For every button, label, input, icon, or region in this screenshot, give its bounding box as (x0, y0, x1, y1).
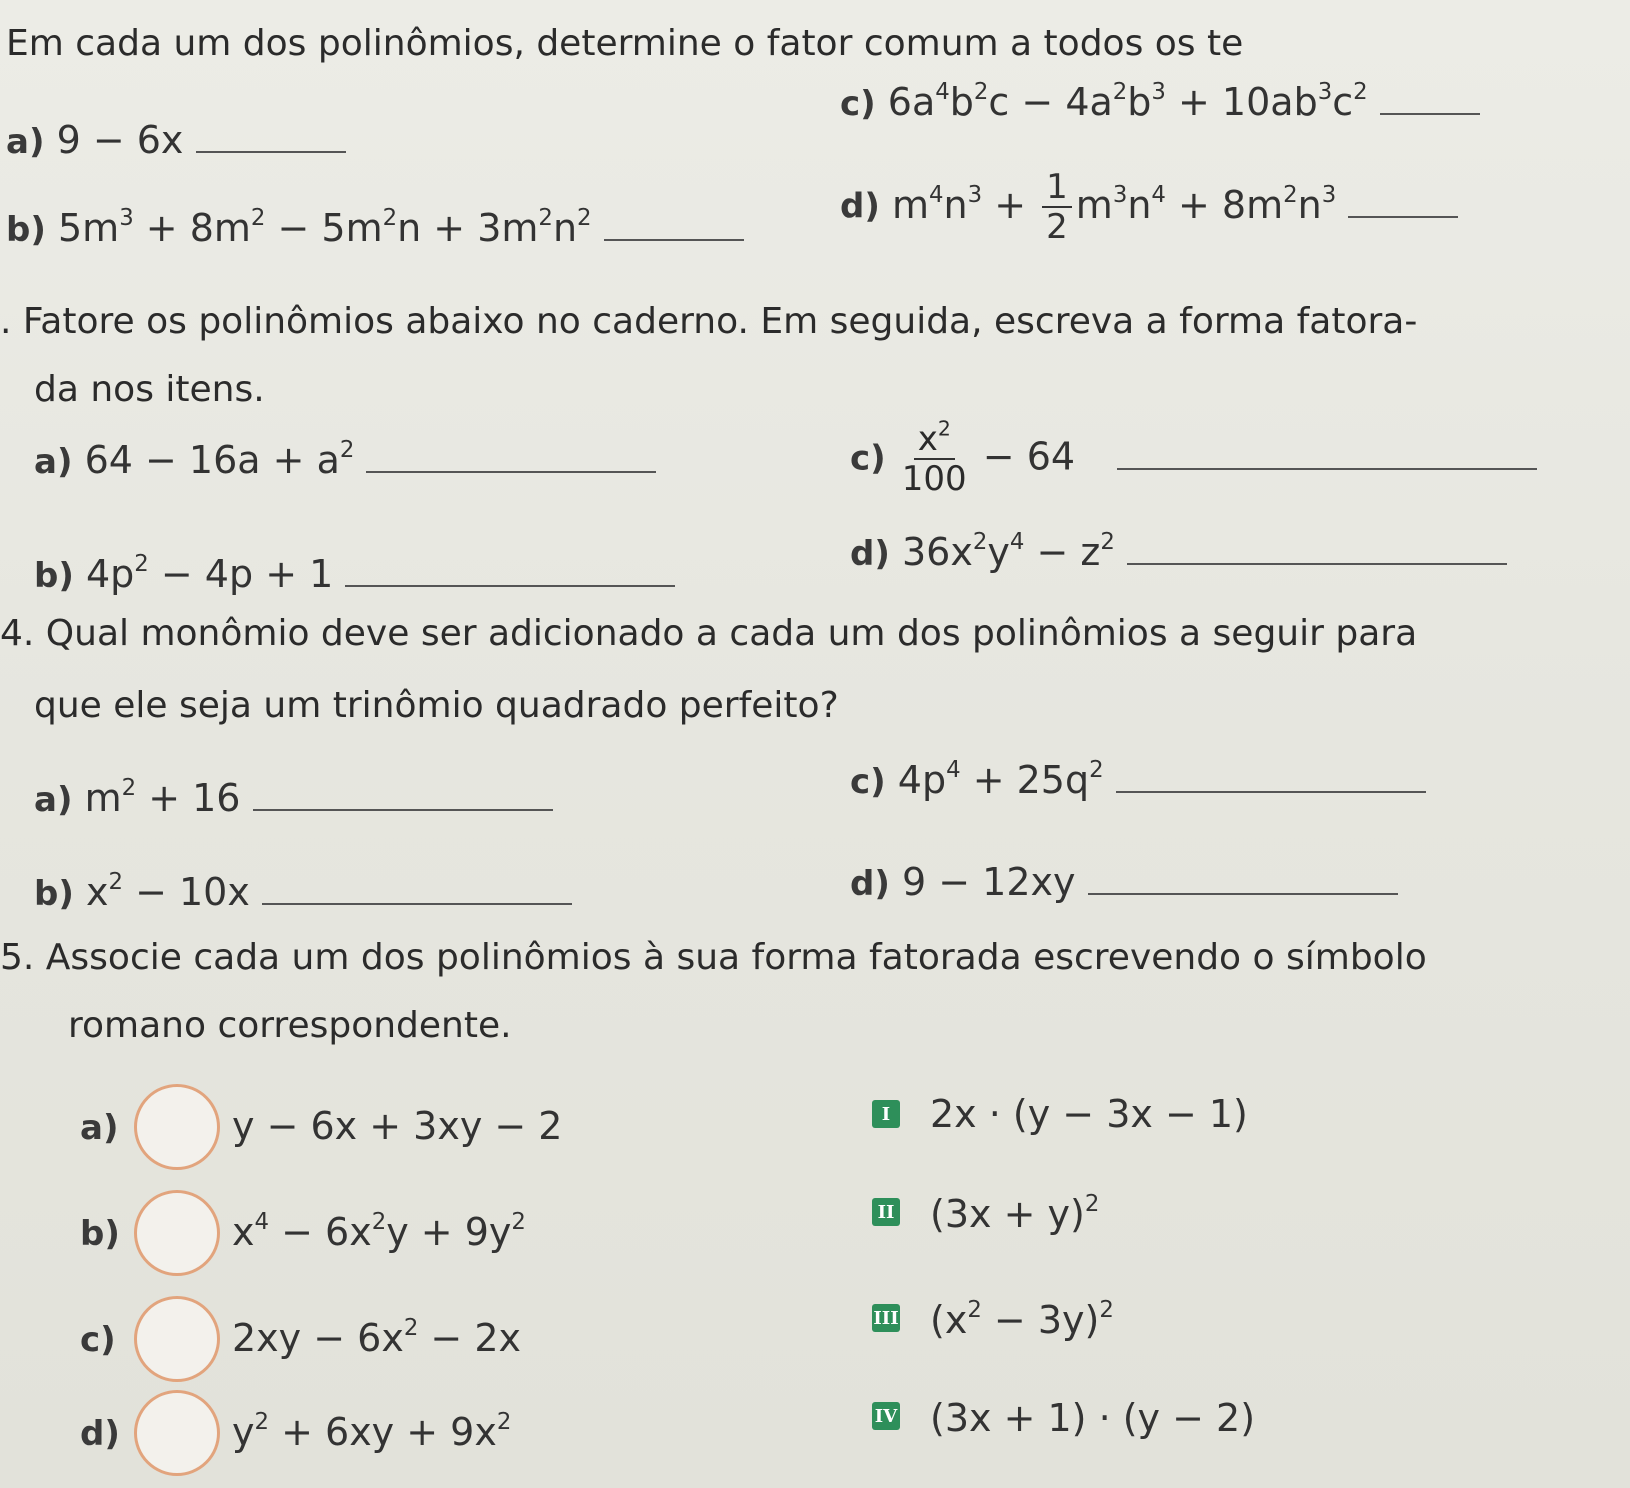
q5-r2-expr: $(3x + y)^2$ (930, 1191, 1100, 1236)
q2-item-d (840, 168, 1458, 246)
q4-d-expr: 9 − 12xy (901, 860, 1076, 904)
q4-b-expr: $x^2 - 10x$ (85, 869, 250, 914)
q5-b-expr: $x^4 - 6x^2y + 9y^2$ (232, 1209, 526, 1254)
q4-d-answer-blank[interactable] (1088, 891, 1398, 895)
q5-d-answer-circle[interactable] (134, 1390, 220, 1476)
q3-heading-line2: da nos itens. (34, 369, 265, 410)
q5-a-answer-circle[interactable] (134, 1084, 220, 1170)
q3-b-answer-blank[interactable] (345, 583, 675, 587)
q3-item-b (34, 552, 675, 598)
q3-heading-line1: . Fatore os polinômios abaixo no caderno. Em seguida, escreva a forma fatora- (0, 301, 1418, 342)
q5-heading-line2: romano correspondente. (68, 1005, 512, 1046)
q2-c-answer-blank[interactable] (1380, 111, 1480, 115)
q4-heading-line2: que ele seja um trinômio quadrado perfeito? (34, 685, 839, 726)
q4-a-answer-blank[interactable] (253, 807, 553, 811)
q4-item-d (850, 860, 1398, 906)
q3-item-a (34, 438, 656, 484)
q4-d-label: d) (850, 864, 890, 904)
q2-heading: Em cada um dos polinômios, determine o fator comum a todos os te (6, 23, 1244, 64)
q4-item-b (34, 870, 572, 916)
q4-c-label: c) (850, 762, 886, 802)
q3-item-d (850, 530, 1507, 576)
q3-a-expr: $64 - 16a + a^2$ (84, 437, 355, 482)
q5-d-expr: $y^2 + 6xy + 9x^2$ (232, 1409, 512, 1454)
q3-b-expr: $4p^2 - 4p + 1$ (85, 551, 334, 596)
q2-d-fraction: $\frac{1}{2}$ (1042, 168, 1072, 246)
q2-item-a (6, 118, 346, 164)
q5-c-label: c) (80, 1320, 116, 1360)
q4-c-answer-blank[interactable] (1116, 789, 1426, 793)
q5-c-answer-circle[interactable] (134, 1296, 220, 1382)
q2-c-label: c) (840, 84, 876, 124)
q2-d-label: d) (840, 186, 880, 227)
q4-heading-line1: 4. Qual monômio deve ser adicionado a cada um dos polinômios a seguir para (0, 613, 1418, 654)
q2-d-expr: $m^4n^3$ + $\frac{1}{2}$ $m^3n^4 + 8m^2n^3$ (891, 167, 1337, 247)
q3-c-fraction: $\frac{x^2}{100}$ (901, 416, 967, 499)
q5-b-answer-circle[interactable] (134, 1190, 220, 1276)
q2-a-answer-blank[interactable] (196, 149, 346, 153)
roman-numeral-badge-iv: IV (872, 1402, 900, 1430)
q3-item-c (850, 416, 1537, 499)
q2-item-c (840, 80, 1480, 126)
q5-r1-expr: 2x · (y − 3x − 1) (930, 1092, 1248, 1136)
q5-c-expr: $2xy - 6x^2 - 2x$ (232, 1315, 522, 1360)
q4-c-expr: $4p^4 + 25q^2$ (897, 757, 1104, 802)
q3-a-answer-blank[interactable] (366, 469, 656, 473)
q5-r4-expr: (3x + 1) · (y − 2) (930, 1396, 1256, 1440)
q2-c-expr: $6a^4b^2c - 4a^2b^3 + 10ab^3c^2$ (887, 79, 1368, 124)
roman-numeral-badge-ii: II (872, 1198, 900, 1226)
q2-d-answer-blank[interactable] (1348, 214, 1458, 218)
q4-b-label: b) (34, 874, 74, 914)
q4-item-a (34, 776, 553, 822)
q3-d-expr: $36x^2y^4 - z^2$ (901, 529, 1115, 574)
q2-b-answer-blank[interactable] (604, 237, 744, 241)
q3-d-answer-blank[interactable] (1127, 561, 1507, 565)
q5-d-label: d) (80, 1414, 120, 1454)
q2-a-expr: 9 − 6x (56, 118, 184, 162)
q4-b-answer-blank[interactable] (262, 901, 572, 905)
q3-b-label: b) (34, 556, 74, 596)
roman-numeral-badge-i: I (872, 1100, 900, 1128)
q5-heading-line1: 5. Associe cada um dos polinômios à sua forma fatorada escrevendo o símbolo (0, 937, 1427, 978)
q2-item-b (6, 206, 744, 252)
q2-b-expr: $5m^3 + 8m^2 - 5m^2n + 3m^2n^2$ (57, 205, 592, 250)
q5-b-label: b) (80, 1214, 120, 1254)
q3-c-answer-blank[interactable] (1117, 466, 1537, 470)
q5-a-label: a) (80, 1108, 119, 1148)
roman-numeral-badge-iii: III (872, 1304, 900, 1332)
q5-a-expr: y − 6x + 3xy − 2 (232, 1104, 563, 1148)
q4-a-expr: $m^2 + 16$ (84, 775, 241, 820)
q4-item-c (850, 758, 1426, 804)
q5-r3-expr: $(x^2 - 3y)^2$ (930, 1297, 1114, 1342)
q3-c-label: c) (850, 438, 886, 479)
q2-b-label: b) (6, 210, 46, 250)
q4-a-label: a) (34, 780, 73, 820)
q2-a-label: a) (6, 122, 45, 162)
q3-a-label: a) (34, 442, 73, 482)
q3-d-label: d) (850, 534, 890, 574)
q3-c-rest: − 64 (970, 434, 1076, 479)
